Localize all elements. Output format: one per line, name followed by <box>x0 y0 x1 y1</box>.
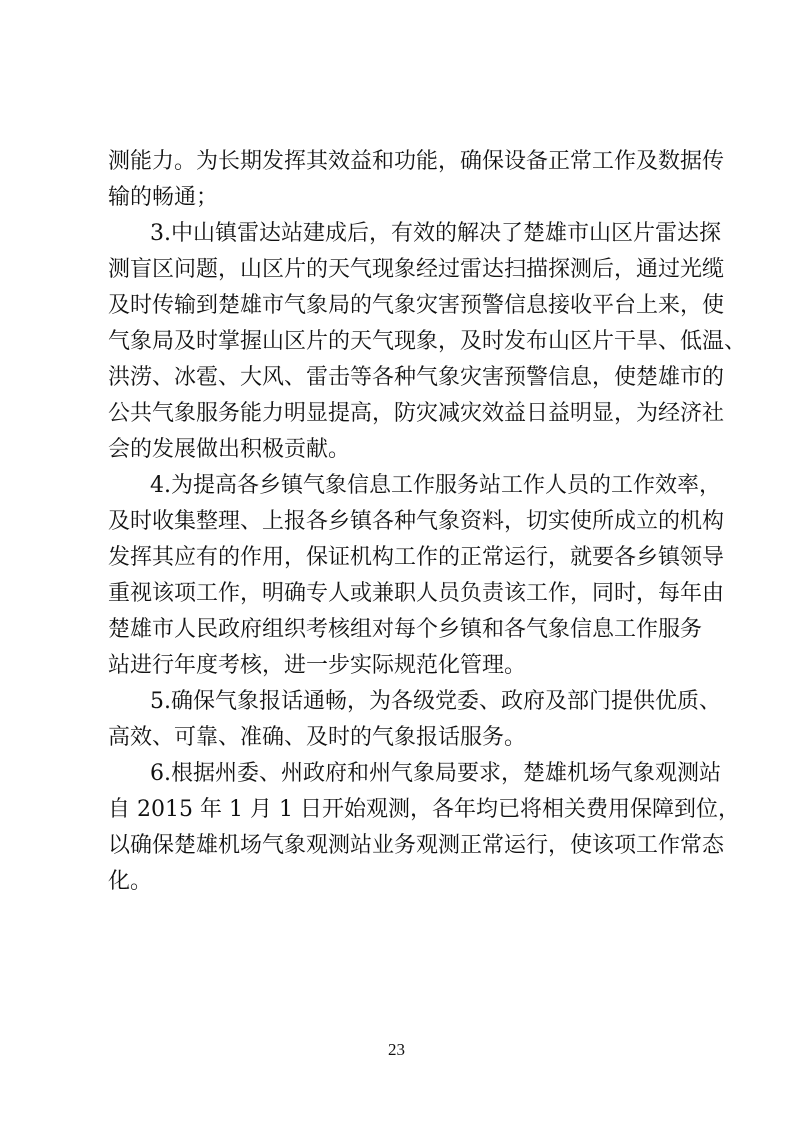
text-line: 6.根据州委、州政府和州气象局要求，楚雄机场气象观测站 <box>150 761 721 786</box>
text-line: 化。 <box>108 869 153 894</box>
text-line: 楚雄市人民政府组织考核组对每个乡镇和各气象信息工作服务 <box>108 617 703 642</box>
text-line: 测能力。为长期发挥其效益和功能，确保设备正常工作及数据传 <box>108 149 725 174</box>
text-line: 测盲区问题，山区片的天气现象经过雷达扫描探测后，通过光缆 <box>108 257 725 282</box>
text-line: 站进行年度考核，进一步实际规范化管理。 <box>108 653 527 678</box>
text-line: 高效、可靠、准确、及时的气象报话服务。 <box>108 725 527 750</box>
text-line: 洪涝、冰雹、大风、雷击等各种气象灾害预警信息，使楚雄市的 <box>108 365 725 390</box>
text-line: 3.中山镇雷达站建成后，有效的解决了楚雄市山区片雷达探 <box>150 221 721 246</box>
text-line: 自 2015 年 1 月 1 日开始观测，各年均已将相关费用保障到位， <box>108 797 740 822</box>
text-line: 及时传输到楚雄市气象局的气象灾害预警信息接收平台上来，使 <box>108 293 725 318</box>
text-line: 及时收集整理、上报各乡镇各种气象资料，切实使所成立的机构 <box>108 509 725 534</box>
text-line: 4.为提高各乡镇气象信息工作服务站工作人员的工作效率， <box>150 473 721 498</box>
text-line: 公共气象服务能力明显提高，防灾减灾效益日益明显，为经济社 <box>108 401 725 426</box>
page-number: 23 <box>388 1040 405 1059</box>
text-line: 输的畅通； <box>108 185 219 210</box>
text-line: 会的发展做出积极贡献。 <box>108 437 351 462</box>
text-line: 5.确保气象报话通畅，为各级党委、政府及部门提供优质、 <box>150 689 721 714</box>
text-line: 发挥其应有的作用，保证机构工作的正常运行，就要各乡镇领导 <box>108 545 725 570</box>
text-line: 重视该项工作，明确专人或兼职人员负责该工作，同时，每年由 <box>108 581 725 606</box>
text-line: 以确保楚雄机场气象观测站业务观测正常运行，使该项工作常态 <box>108 833 725 858</box>
text-line: 气象局及时掌握山区片的天气现象，及时发布山区片干旱、低温、 <box>108 329 747 354</box>
